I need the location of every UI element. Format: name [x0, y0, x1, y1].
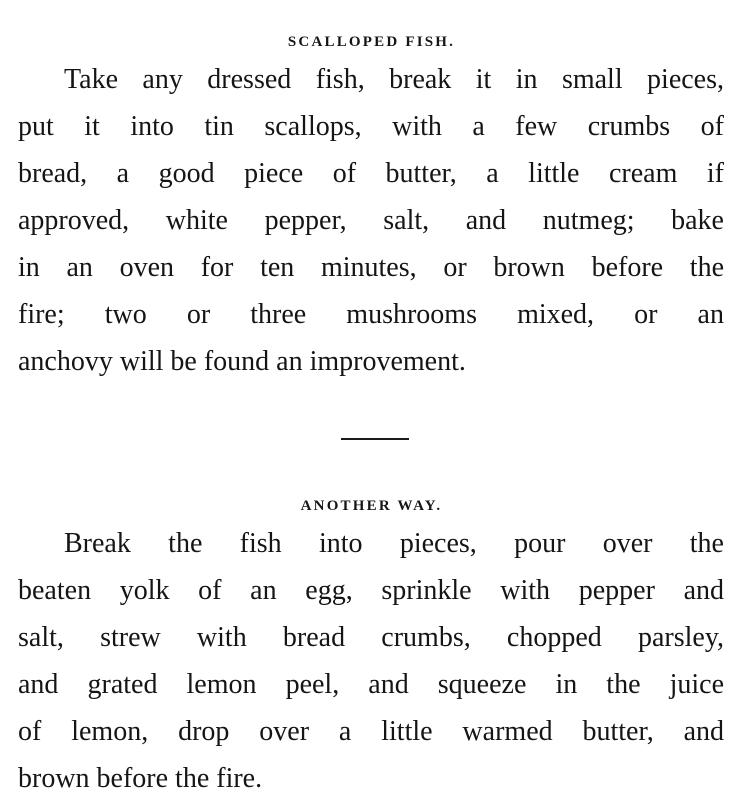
paragraph-line: beaten yolk of an egg, sprinkle with pepper and [18, 575, 724, 606]
section-divider [341, 438, 409, 440]
paragraph-line: put it into tin scallops, with a few crumbs of [18, 111, 724, 142]
recipe-paragraph-another-way [18, 520, 724, 802]
paragraph-line: salt, strew with bread crumbs, chopped parsley, [18, 622, 724, 653]
recipe-paragraph-scalloped-fish [18, 56, 724, 385]
paragraph-line: anchovy will be found an improvement. [18, 346, 466, 377]
paragraph-line: fire; two or three mushrooms mixed, or an [18, 299, 724, 330]
section-title-scalloped-fish: SCALLOPED FISH. [287, 34, 456, 50]
paragraph-line: of lemon, drop over a little warmed butter, and [18, 716, 724, 747]
paragraph-line: bread, a good piece of butter, a little cream if [18, 158, 724, 189]
paragraph-line: Break the fish into pieces, pour over the [64, 528, 724, 559]
paragraph-line: in an oven for ten minutes, or brown before the [18, 252, 724, 283]
section-title-another-way: ANOTHER WAY. [300, 498, 443, 514]
paragraph-line: brown before the fire. [18, 763, 263, 794]
paragraph-line: Take any dressed fish, break it in small pieces, [64, 64, 724, 95]
paragraph-line: and grated lemon peel, and squeeze in the juice [18, 669, 724, 700]
paragraph-line: approved, white pepper, salt, and nutmeg; bake [18, 205, 724, 236]
